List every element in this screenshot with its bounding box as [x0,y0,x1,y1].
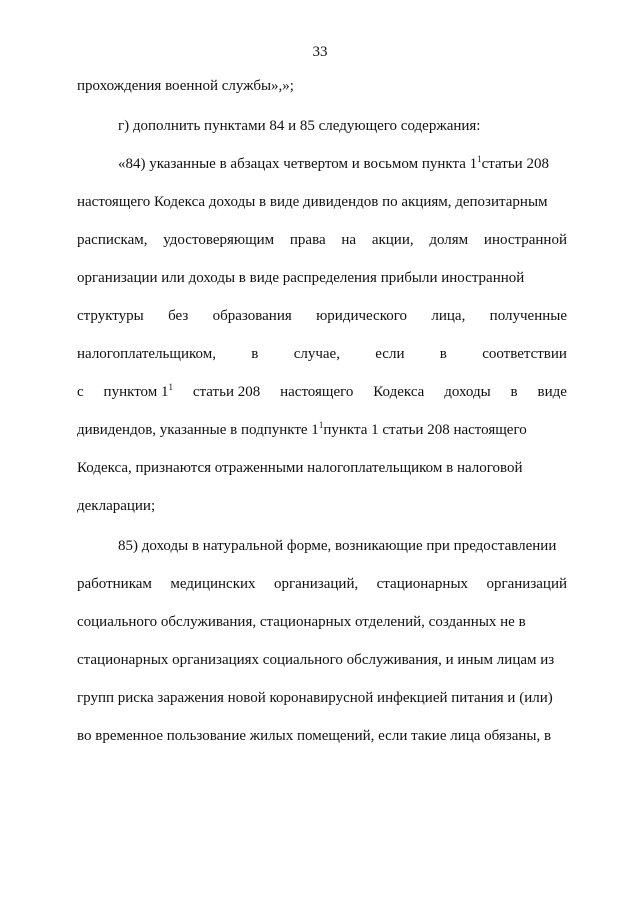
superscript: 1 [168,382,174,392]
text-line-1: прохождения военной службы»,»; [77,78,294,94]
text-line-18: во временное пользование жилых помещений, если такие лица обязаны, в [77,728,552,744]
text-line-16: стационарных организациях социального обслуживания, и иным лицам из [77,652,555,668]
text-line-14: работникам медицинских организаций, стационарных организаций [77,576,567,592]
superscript: 1 [477,154,482,164]
text-line-17: групп риска заражения новой коронавирусной инфекцией питания и (или) [77,690,553,706]
text-line-12: декларации; [77,498,156,514]
text-line-3 [118,155,567,173]
text-line-13: 85) доходы в натуральной форме, возникающие при предоставлении [118,538,557,554]
text-line-4: настоящего Кодекса доходы в виде дивидендов по акциям, депозитарным [77,194,548,210]
page-number: 33 [312,44,328,60]
text-line-11: Кодекса, признаются отраженными налогоплательщиком в налоговой [77,460,523,476]
text-line-15: социального обслуживания, стационарных отделений, созданных не в [77,614,526,630]
text-line-9: с пунктом $1^1$ статьи 208 настоящего Кодекса доходы в виде [77,382,567,400]
text-line-10: дивидендов, указанные в подпункте $1^1пункта$ 1 статьи 208 настоящего [77,420,527,438]
text-line-6: организации или доходы в виде распределения прибыли иностранной [77,270,525,286]
text-line-8: налогоплательщиком, в случае, если в соответствии [77,346,567,362]
superscript: 1 [318,420,324,430]
text-line-3-main: «84) указанные в абзацах четвертом и восьмом пункта $1^1статьи$ 208 [118,154,549,172]
text-line-7: структуры без образования юридического лица, полученные [77,308,567,324]
text-line-2: г) дополнить пунктами 84 и 85 следующего содержания: [118,118,481,134]
text-line-5: распискам, удостоверяющим права на акции, долям иностранной [77,232,567,248]
